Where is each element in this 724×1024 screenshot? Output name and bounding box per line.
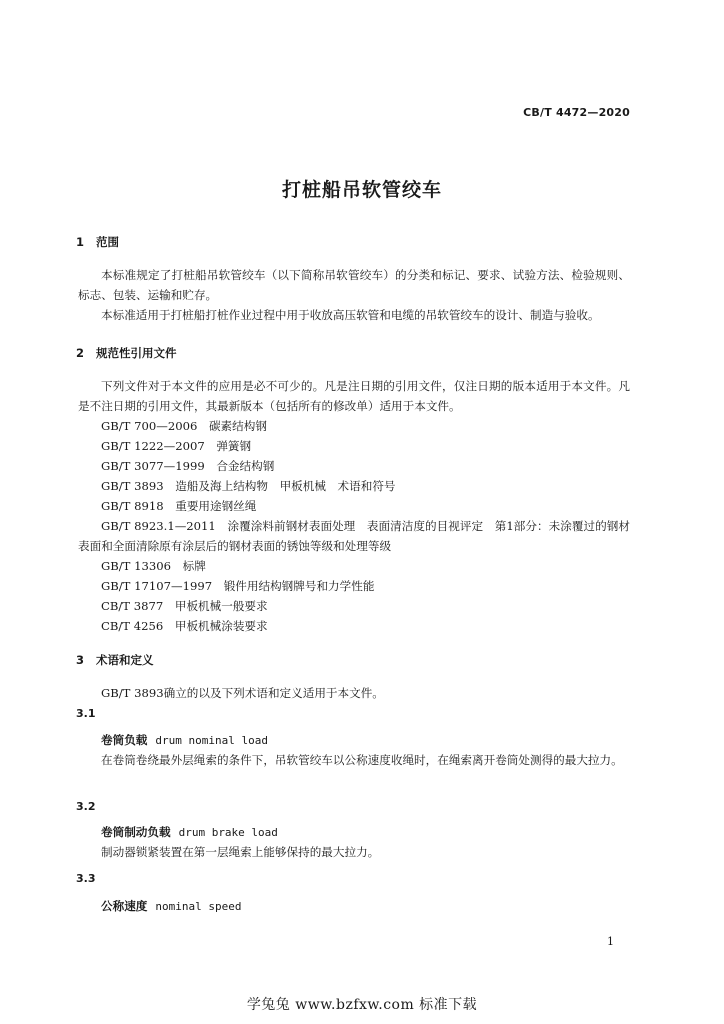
reference-code: GB/T 13306 <box>101 559 171 573</box>
clause-number: 3.3 <box>76 872 96 885</box>
reference-item <box>101 416 267 436</box>
reference-code: GB/T 8918 <box>101 499 164 513</box>
paragraph: 本标准规定了打桩船吊软管绞车（以下简称吊软管绞车）的分类和标记、要求、试验方法、检验规则、标志、包装、运输和贮存。 <box>78 268 630 302</box>
reference-code: CB/T 3877 <box>101 599 164 613</box>
reference-code: GB/T 17107—1997 <box>101 579 213 593</box>
reference-name: 重要用途钢丝绳 <box>175 499 257 513</box>
reference-name: 甲板机械一般要求 <box>174 599 268 613</box>
reference-item <box>101 496 256 516</box>
clause-number: 3.2 <box>76 800 96 813</box>
paragraph: GB/T 3893确立的以及下列术语和定义适用于本文件。 <box>101 686 384 700</box>
section-number: 1 <box>76 235 85 249</box>
reference-name: 碳素结构钢 <box>208 419 267 433</box>
section-title: 范围 <box>96 235 119 249</box>
reference-code: CB/T 4256 <box>101 619 164 633</box>
reference-name: 造船及海上结构物 甲板机械 术语和符号 <box>175 479 396 493</box>
reference-code: GB/T 3893 <box>101 479 164 493</box>
reference-name: 甲板机械涂装要求 <box>174 619 268 633</box>
section-number: 3 <box>76 653 85 667</box>
reference-item <box>101 436 251 456</box>
section-heading-references <box>76 345 177 361</box>
paragraph: 本标准适用于打桩船打桩作业过程中用于收放高压软管和电缆的吊软管绞车的设计、制造与验收。 <box>101 308 600 322</box>
reference-code: GB/T 8923.1—2011 <box>101 519 216 533</box>
clause-number: 3.1 <box>76 707 96 720</box>
term-chinese: 公称速度 <box>101 899 148 913</box>
reference-item <box>101 456 274 476</box>
reference-name: 涂覆涂料前钢材表面处理 表面清洁度的目视评定 第1部分：未涂覆过的钢材表面和全面清除原有涂层后的钢材表面的锈蚀等级和处理等级 <box>78 519 630 553</box>
section-title: 规范性引用文件 <box>96 346 177 360</box>
reference-name: 锻件用结构钢牌号和力学性能 <box>223 579 375 593</box>
footer-watermark-text: 学兔兔 www.bzfxw.com 标准下载 <box>246 997 478 1013</box>
term-chinese: 卷筒负载 <box>101 733 148 747</box>
reference-name: 标牌 <box>182 559 206 573</box>
reference-code: GB/T 1222—2007 <box>101 439 205 453</box>
reference-item <box>101 556 206 576</box>
reference-item <box>101 576 374 596</box>
reference-item <box>101 616 268 636</box>
standard-code: CB/T 4472—2020 <box>523 106 630 119</box>
term-chinese: 卷筒制动负载 <box>101 825 171 839</box>
document-title: 打桩船吊软管绞车 <box>281 179 442 201</box>
page-number: 1 <box>607 935 614 948</box>
reference-name: 弹簧钢 <box>216 439 252 453</box>
term-english: nominal speed <box>155 900 242 913</box>
term-entry <box>101 896 241 917</box>
term-english: drum nominal load <box>155 734 268 747</box>
reference-item <box>101 596 268 616</box>
reference-item <box>101 476 396 496</box>
paragraph: 下列文件对于本文件的应用是必不可少的。凡是注日期的引用文件，仅注日期的版本适用于本文件。凡是不注日期的引用文件，其最新版本（包括所有的修改单）适用于本文件。 <box>78 379 630 413</box>
section-heading-scope <box>76 234 119 250</box>
term-entry <box>101 822 278 843</box>
reference-name: 合金结构钢 <box>216 459 275 473</box>
reference-code: GB/T 700—2006 <box>101 419 198 433</box>
term-english: drum brake load <box>178 826 278 839</box>
term-entry <box>101 730 268 751</box>
section-heading-terms <box>76 652 154 668</box>
reference-item <box>78 516 630 556</box>
reference-code: GB/T 3077—1999 <box>101 459 205 473</box>
term-definition: 制动器锁紧装置在第一层绳索上能够保持的最大拉力。 <box>101 845 380 859</box>
term-definition: 在卷筒卷绕最外层绳索的条件下，吊软管绞车以公称速度收绳时，在绳索离开卷筒处测得的最大拉力。 <box>101 753 623 767</box>
section-number: 2 <box>76 346 85 360</box>
section-title: 术语和定义 <box>96 653 154 667</box>
